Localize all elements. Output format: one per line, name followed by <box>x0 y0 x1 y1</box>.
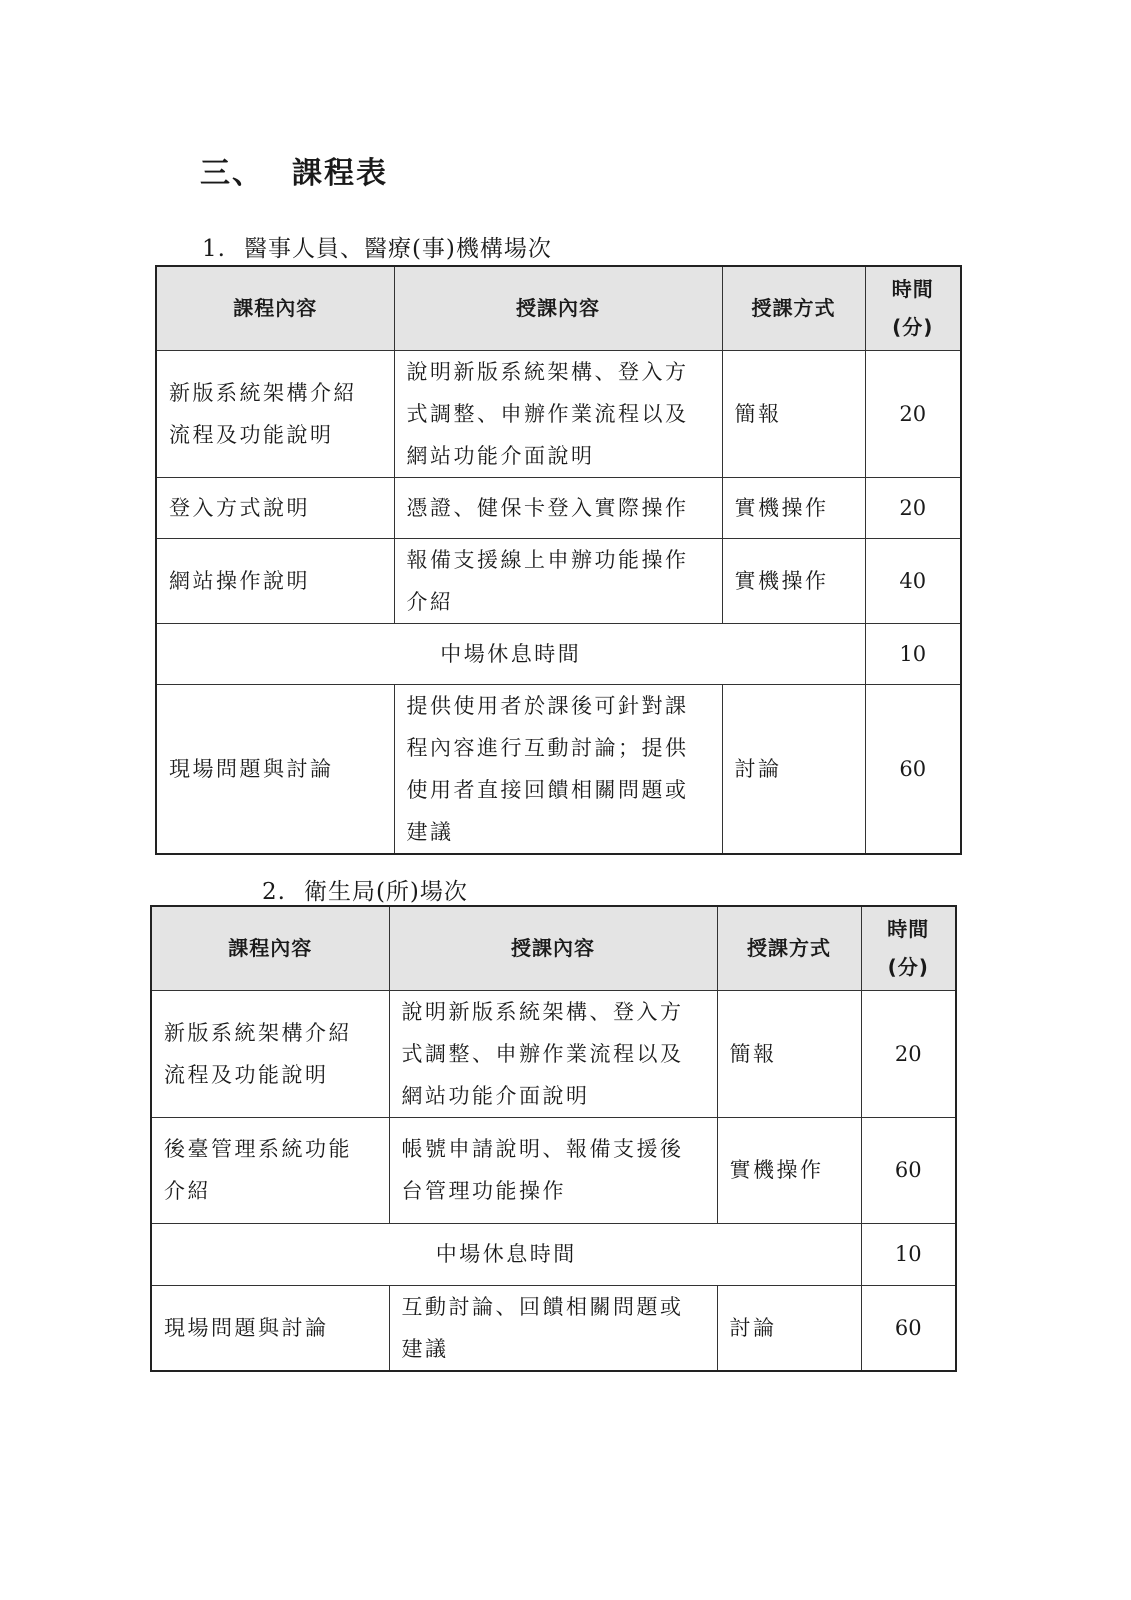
time-cell: 60 <box>865 684 961 854</box>
content-cell: 憑證、健保卡登入實際操作 <box>394 477 722 538</box>
header-content: 授課內容 <box>394 266 722 350</box>
course-cell: 登入方式說明 <box>156 477 394 538</box>
content-cell: 報備支援線上申辦功能操作 介紹 <box>394 538 722 623</box>
table-row <box>156 684 961 854</box>
method-cell: 實機操作 <box>717 1117 861 1223</box>
table-header-row <box>151 906 956 990</box>
table-header-row <box>156 266 961 350</box>
table-row <box>151 1285 956 1371</box>
method-cell: 討論 <box>722 684 865 854</box>
time-cell: 10 <box>861 1223 956 1285</box>
content-cell: 提供使用者於課後可針對課 程內容進行互動討論；提供 使用者直接回饋相關問題或 建議 <box>394 684 722 854</box>
schedule-table-1 <box>155 265 962 855</box>
time-cell: 60 <box>861 1117 956 1223</box>
section-1-number: 1. <box>202 236 226 262</box>
section-2-title <box>262 873 468 906</box>
header-method: 授課方式 <box>717 906 861 990</box>
method-cell: 實機操作 <box>722 477 865 538</box>
table-row <box>151 1117 956 1223</box>
section-2-number: 2. <box>262 879 286 905</box>
break-cell: 中場休息時間 <box>151 1223 861 1285</box>
header-course: 課程內容 <box>151 906 389 990</box>
break-row <box>156 623 961 684</box>
section-2-text: 衛生局(所)場次 <box>303 879 468 905</box>
time-cell: 20 <box>861 990 956 1117</box>
table-row <box>156 538 961 623</box>
method-cell: 簡報 <box>717 990 861 1117</box>
page-title <box>200 148 388 192</box>
course-cell: 現場問題與討論 <box>156 684 394 854</box>
course-cell: 後臺管理系統功能 介紹 <box>151 1117 389 1223</box>
schedule-table-2 <box>150 905 957 1372</box>
course-cell: 新版系統架構介紹 流程及功能說明 <box>151 990 389 1117</box>
table-row <box>156 350 961 477</box>
header-time: 時間 (分) <box>865 266 961 350</box>
title-text: 課程表 <box>292 156 388 191</box>
content-cell: 說明新版系統架構、登入方 式調整、申辦作業流程以及 網站功能介面說明 <box>394 350 722 477</box>
section-1-text: 醫事人員、醫療(事)機構場次 <box>243 236 552 262</box>
table-row <box>151 990 956 1117</box>
method-cell: 簡報 <box>722 350 865 477</box>
course-cell: 新版系統架構介紹 流程及功能說明 <box>156 350 394 477</box>
content-cell: 說明新版系統架構、登入方 式調整、申辦作業流程以及 網站功能介面說明 <box>389 990 717 1117</box>
header-method: 授課方式 <box>722 266 865 350</box>
time-cell: 10 <box>865 623 961 684</box>
header-course: 課程內容 <box>156 266 394 350</box>
break-row <box>151 1223 956 1285</box>
table-row <box>156 477 961 538</box>
content-cell: 帳號申請說明、報備支援後 台管理功能操作 <box>389 1117 717 1223</box>
time-cell: 20 <box>865 350 961 477</box>
method-cell: 實機操作 <box>722 538 865 623</box>
break-cell: 中場休息時間 <box>156 623 865 684</box>
method-cell: 討論 <box>717 1285 861 1371</box>
title-number: 三、 <box>200 156 264 191</box>
header-time: 時間 (分) <box>861 906 956 990</box>
content-cell: 互動討論、回饋相關問題或 建議 <box>389 1285 717 1371</box>
time-cell: 20 <box>865 477 961 538</box>
course-cell: 網站操作說明 <box>156 538 394 623</box>
course-cell: 現場問題與討論 <box>151 1285 389 1371</box>
section-1-title <box>202 230 552 263</box>
time-cell: 60 <box>861 1285 956 1371</box>
time-cell: 40 <box>865 538 961 623</box>
header-content: 授課內容 <box>389 906 717 990</box>
